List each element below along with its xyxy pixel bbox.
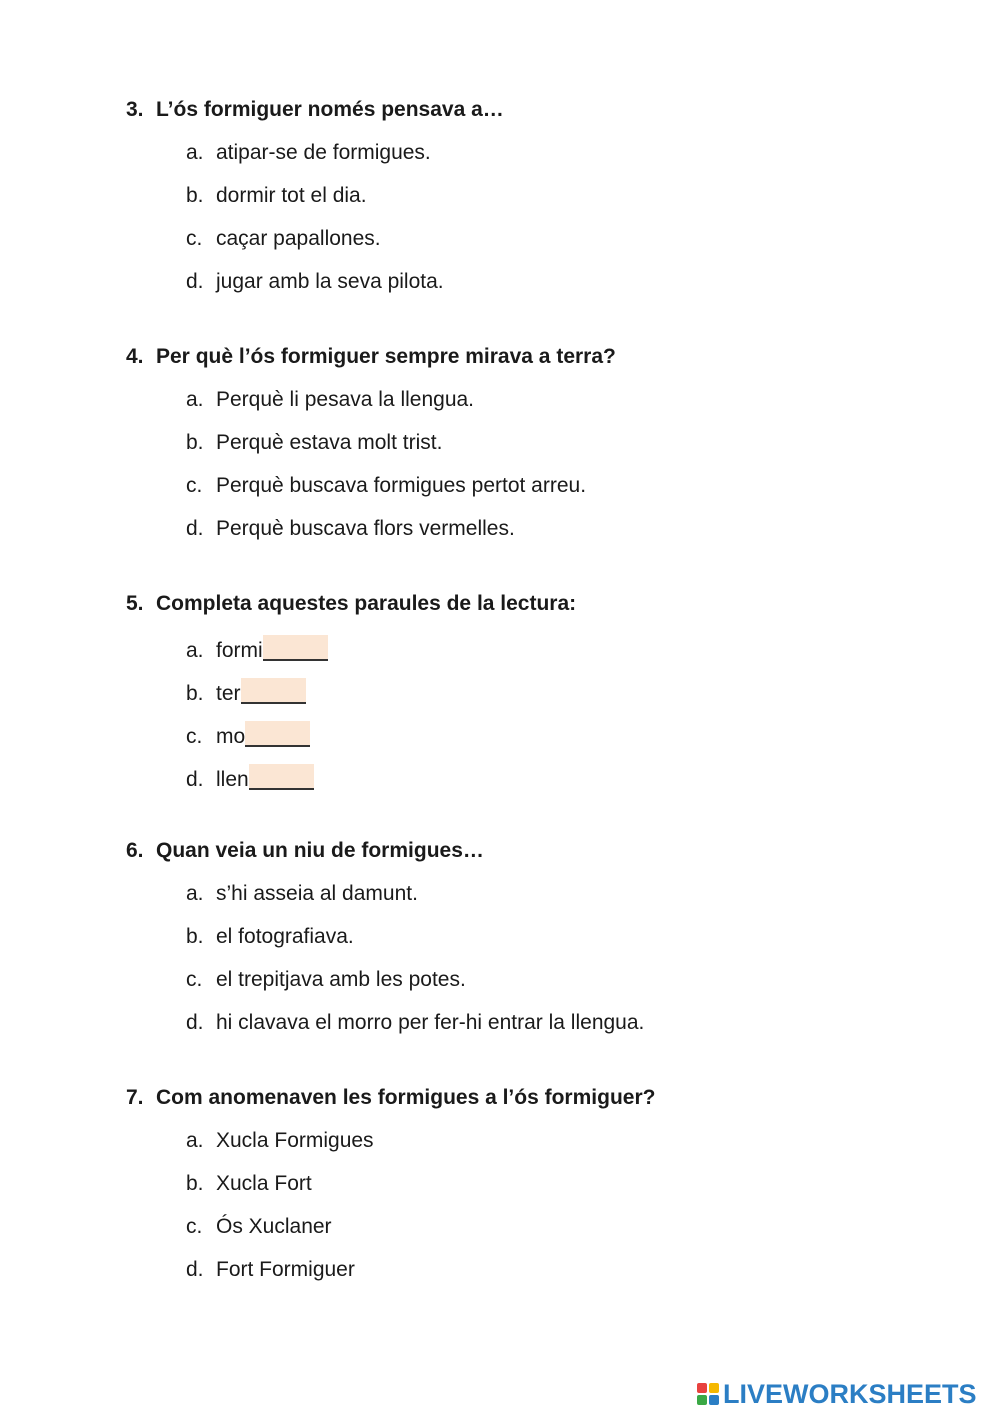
- question-title: [126, 98, 504, 122]
- option-b[interactable]: [186, 431, 442, 455]
- option-letter: d.: [186, 1258, 204, 1281]
- option-text: Perquè li pesava la llengua.: [216, 388, 475, 411]
- question-text: Per què l’ós formiguer sempre mirava a terra?: [156, 345, 616, 368]
- option-a: [186, 635, 328, 663]
- option-a[interactable]: [186, 141, 431, 165]
- option-letter: d.: [186, 517, 204, 540]
- option-letter: b.: [186, 925, 204, 948]
- question-title: [126, 839, 484, 863]
- option-letter: b.: [186, 682, 204, 705]
- word-stem: mo: [216, 725, 246, 748]
- question-number: 5.: [126, 592, 144, 615]
- option-letter: a.: [186, 388, 204, 411]
- option-letter: d.: [186, 768, 204, 791]
- option-text: jugar amb la seva pilota.: [216, 270, 444, 293]
- option-letter: a.: [186, 1129, 204, 1152]
- option-letter: c.: [186, 1215, 203, 1238]
- option-letter: c.: [186, 968, 203, 991]
- question-number: 4.: [126, 345, 144, 368]
- option-b[interactable]: [186, 1172, 312, 1196]
- question-text: Quan veia un niu de formigues…: [156, 839, 484, 862]
- option-d[interactable]: [186, 270, 444, 294]
- option-b: [186, 678, 306, 706]
- word-stem: formi: [216, 639, 263, 662]
- brand-logo: [697, 1379, 977, 1409]
- option-letter: a.: [186, 639, 204, 662]
- question-title: [126, 345, 616, 369]
- option-text: caçar papallones.: [216, 227, 381, 250]
- question-text: Com anomenaven les formigues a l’ós formiguer?: [156, 1086, 656, 1109]
- option-letter: a.: [186, 882, 204, 905]
- option-text: el fotografiava.: [216, 925, 354, 948]
- question-text: Completa aquestes paraules de la lectura:: [156, 592, 577, 615]
- option-c[interactable]: [186, 227, 381, 251]
- option-text: s’hi asseia al damunt.: [216, 882, 418, 905]
- option-letter: b.: [186, 1172, 204, 1195]
- option-c[interactable]: [186, 1215, 332, 1239]
- question-number: 6.: [126, 839, 144, 862]
- option-b[interactable]: [186, 925, 354, 949]
- option-b[interactable]: [186, 184, 367, 208]
- question-text: L’ós formiguer només pensava a…: [156, 98, 504, 121]
- question-number: 3.: [126, 98, 144, 121]
- fill-blank-input[interactable]: [263, 635, 328, 661]
- option-text: Fort Formiguer: [216, 1258, 355, 1281]
- option-text: Xucla Formigues: [216, 1129, 374, 1152]
- fill-blank-input[interactable]: [245, 721, 310, 747]
- option-d[interactable]: [186, 517, 515, 541]
- logo-tile-green: [697, 1395, 707, 1405]
- option-text: Ós Xuclaner: [216, 1215, 332, 1238]
- question-number: 7.: [126, 1086, 144, 1109]
- logo-tile-blue: [709, 1395, 719, 1405]
- option-letter: c.: [186, 725, 203, 748]
- liveworksheets-logo-icon: [697, 1383, 719, 1405]
- option-text: dormir tot el dia.: [216, 184, 367, 207]
- option-d: [186, 764, 314, 792]
- word-stem: ter: [216, 682, 241, 705]
- option-a[interactable]: [186, 388, 474, 412]
- option-c: [186, 721, 310, 749]
- option-letter: b.: [186, 431, 204, 454]
- option-text: el trepitjava amb les potes.: [216, 968, 466, 991]
- brand-name: LIVEWORKSHEETS: [723, 1378, 977, 1409]
- option-a[interactable]: [186, 1129, 374, 1153]
- question-title: [126, 1086, 655, 1110]
- option-letter: c.: [186, 474, 203, 497]
- logo-tile-yellow: [709, 1383, 719, 1393]
- question-title: [126, 592, 576, 616]
- option-letter: c.: [186, 227, 203, 250]
- option-text: Perquè estava molt trist.: [216, 431, 443, 454]
- option-letter: b.: [186, 184, 204, 207]
- option-text: Xucla Fort: [216, 1172, 312, 1195]
- option-letter: d.: [186, 270, 204, 293]
- option-letter: a.: [186, 141, 204, 164]
- fill-blank-input[interactable]: [249, 764, 314, 790]
- option-d[interactable]: [186, 1258, 355, 1282]
- option-c[interactable]: [186, 474, 586, 498]
- logo-tile-red: [697, 1383, 707, 1393]
- option-text: atipar-se de formigues.: [216, 141, 431, 164]
- option-c[interactable]: [186, 968, 466, 992]
- option-d[interactable]: [186, 1011, 644, 1035]
- option-letter: d.: [186, 1011, 204, 1034]
- option-a[interactable]: [186, 882, 418, 906]
- option-text: Perquè buscava flors vermelles.: [216, 517, 515, 540]
- option-text: hi clavava el morro per fer-hi entrar la llengua.: [216, 1011, 645, 1034]
- word-stem: llen: [216, 768, 249, 791]
- fill-blank-input[interactable]: [241, 678, 306, 704]
- option-text: Perquè buscava formigues pertot arreu.: [216, 474, 587, 497]
